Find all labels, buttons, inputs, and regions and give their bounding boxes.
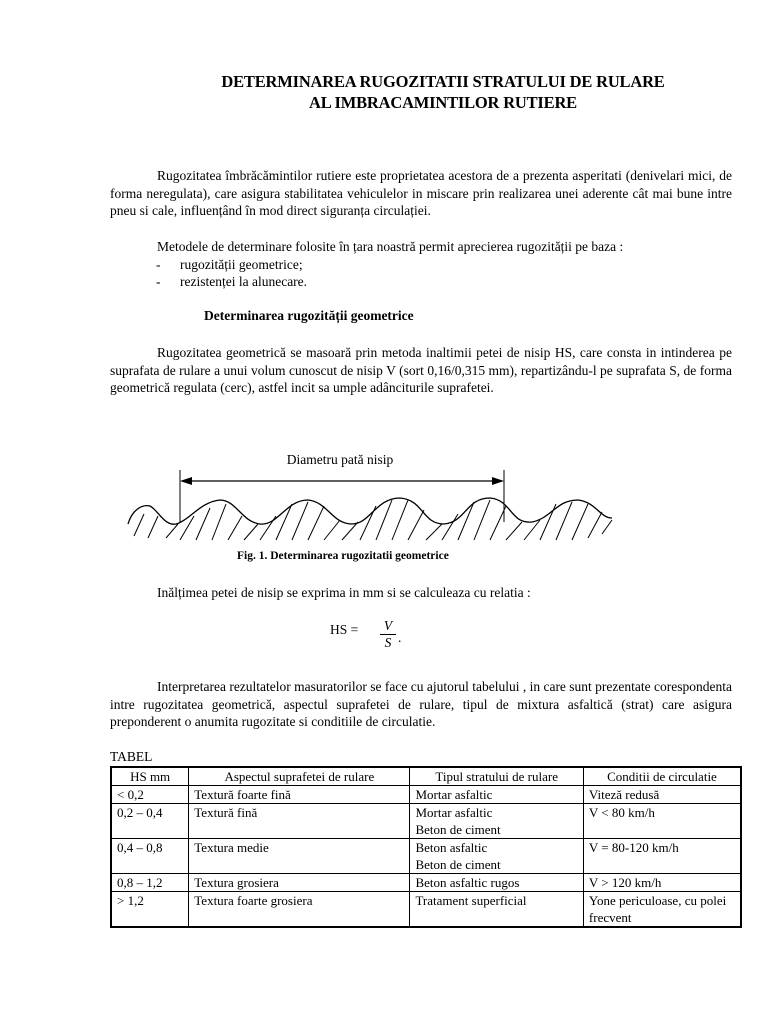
cell-hs: > 1,2 — [111, 892, 189, 928]
fraction-denominator: S — [384, 635, 392, 650]
formula-intro: Inălțimea petei de nisip se exprima in mm si se calculeaza cu relatia : — [157, 585, 531, 600]
cell-aspect: Textura grosiera — [189, 874, 410, 892]
cell-layer-type — [410, 892, 583, 928]
cell-hs: 0,4 – 0,8 — [111, 839, 189, 874]
cell-hs: < 0,2 — [111, 786, 189, 804]
cell-conditions: Viteză redusă — [583, 786, 741, 804]
cell-layer-type — [410, 874, 583, 892]
figure-diameter-label: Diametru pată nisip — [286, 452, 394, 467]
header-aspect: Aspectul suprafetei de rulare — [189, 767, 410, 786]
section-heading: Determinarea rugozității geometrice — [204, 308, 414, 323]
cell-layer-type — [410, 804, 583, 839]
layer-line: Beton de ciment — [415, 822, 501, 837]
cell-conditions: Yone periculoase, cu polei frecvent — [583, 892, 741, 928]
intro-paragraph: Rugozitatea îmbrăcămintilor rutiere este proprietatea acestora de a prezenta asperitati (denivelari mici, de forma neregulata), care asigura stabilitatea vehiculelor in miscare prin realizarea unei aderente cât mai bune intre pneu si cale, influențând în mod direct siguranța circulației. — [110, 168, 732, 218]
arrow-head-left — [180, 477, 192, 485]
header-hs: HS mm — [111, 767, 189, 786]
cell-aspect: Textură fină — [189, 804, 410, 839]
arrow-head-right — [492, 477, 504, 485]
layer-line: Beton asfaltic rugos — [415, 875, 520, 890]
figure-caption: Fig. 1. Determinarea rugozitatii geometrice — [237, 550, 449, 562]
section-paragraph: Rugozitatea geometrică se masoară prin metoda inaltimii petei de nisip HS, care consta in intinderea pe suprafata de rulare a unui volum cunoscut de nisip V (sort 0,16/0,315 mm), repartizându-l pe suprafata S, de forma geometrică regulata (cerc), astfel incit sa umple adânciturile suprafetei. — [110, 345, 732, 395]
table-row — [111, 804, 741, 839]
layer-line: Mortar asfaltic — [415, 805, 493, 820]
cell-layer-type — [410, 786, 583, 804]
formula-lhs: HS = — [330, 622, 359, 637]
table-row — [111, 839, 741, 874]
layer-line: Beton asfaltic — [415, 840, 488, 855]
header-traffic-conditions: Conditii de circulatie — [583, 767, 741, 786]
cell-hs: 0,8 – 1,2 — [111, 874, 189, 892]
surface-hatching — [134, 500, 612, 540]
fraction-numerator: V — [383, 618, 393, 633]
bullet-dash: - — [156, 257, 161, 272]
cell-layer-type — [410, 839, 583, 874]
cell-aspect: Textură foarte fină — [189, 786, 410, 804]
table-row — [111, 786, 741, 804]
cell-aspect: Textura medie — [189, 839, 410, 874]
bullet-text: rugozității geometrice; — [180, 257, 303, 272]
cell-conditions: V > 120 km/h — [583, 874, 741, 892]
layer-line: Mortar asfaltic — [415, 787, 493, 802]
table-label: TABEL — [110, 749, 153, 764]
table-header-row — [111, 767, 741, 786]
cell-conditions: V < 80 km/h — [583, 804, 741, 839]
cell-hs: 0,2 – 0,4 — [111, 804, 189, 839]
layer-line: Tratament superficial — [415, 893, 527, 908]
title-line-1: DETERMINAREA RUGOZITATII STRATULUI DE RULARE — [221, 72, 665, 91]
bullet-text: rezistenței la alunecare. — [180, 274, 308, 289]
methods-sentence: Metodele de determinare folosite în țara noastră permit aprecierea rugozității pe baza : — [157, 239, 624, 254]
document-title — [0, 71, 768, 113]
formula-fraction — [380, 618, 396, 651]
bullet-dash: - — [156, 274, 161, 289]
title-line-2: AL IMBRACAMINTILOR RUTIERE — [308, 93, 577, 112]
layer-line: Beton de ciment — [415, 857, 501, 872]
table-row — [111, 874, 741, 892]
cell-conditions: V = 80-120 km/h — [583, 839, 741, 874]
interpretation-paragraph: Interpretarea rezultatelor masuratorilor se face cu ajutorul tabelului , in care sunt prezentate corespondenta intre rugozitatea geometrică, aspectul suprafetei de rulare, tipul de mixtura asfaltică (strat) care asigura preponderent o anumita rugozitate si conditiile de circulatie. — [110, 679, 732, 729]
roughness-table — [110, 766, 742, 928]
formula-end: . — [398, 630, 402, 645]
cell-aspect: Textura foarte grosiera — [189, 892, 410, 928]
header-layer-type: Tipul stratului de rulare — [410, 767, 583, 786]
sand-patch-figure — [120, 440, 720, 550]
table-row — [111, 892, 741, 928]
